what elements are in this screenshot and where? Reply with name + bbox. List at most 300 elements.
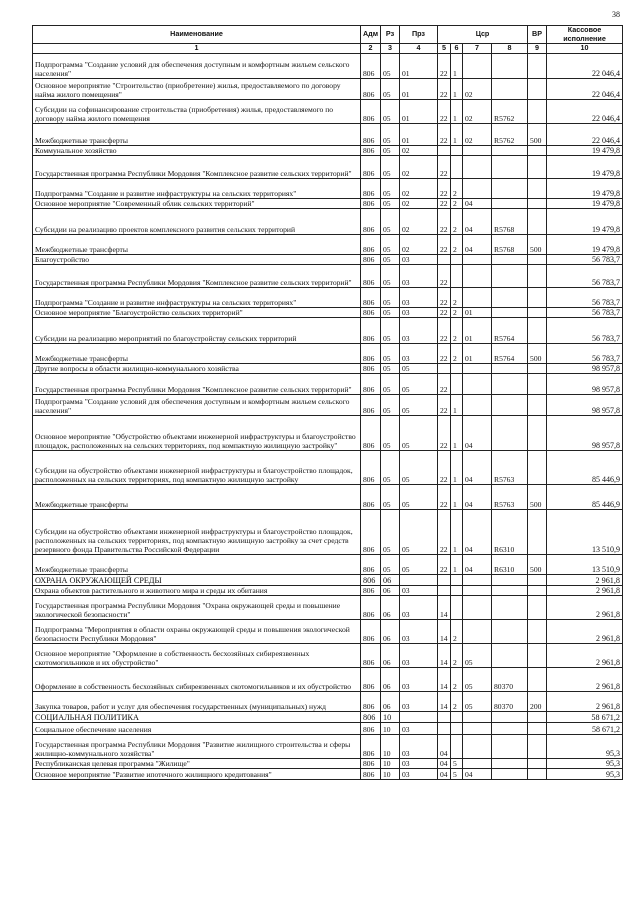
cell-csr-1: 04 [438,759,451,769]
cell-csr-2: 1 [451,451,463,485]
cell-amount: 2 961,8 [547,596,623,620]
cell-csr-2: 5 [451,769,463,780]
cell-adm: 806 [361,451,381,485]
cell-csr-4 [492,723,528,735]
cell-vr [528,364,547,374]
cell-csr-4 [492,759,528,769]
cell-adm: 806 [361,288,381,308]
cell-name: Государственная программа Республики Мордовия "Комплексное развитие сельских территорий" [33,265,361,288]
cell-vr [528,769,547,780]
cell-rz: 05 [381,199,400,209]
cell-csr-3 [463,374,492,395]
cell-csr-1: 22 [438,79,451,100]
cell-prz: 01 [400,79,438,100]
cell-amount: 56 783,7 [547,255,623,265]
cell-vr: 500 [528,344,547,364]
cell-vr [528,586,547,596]
cell-csr-3: 04 [463,199,492,209]
cell-vr: 200 [528,692,547,712]
cell-prz: 02 [400,199,438,209]
cell-name: Подпрограмма "Создание условий для обеспечения доступным и комфортным жильем сельского населения" [33,54,361,79]
cell-amount: 95,3 [547,759,623,769]
table-row [33,712,623,723]
table-row [33,668,623,692]
cell-csr-4 [492,586,528,596]
cell-csr-4 [492,54,528,79]
cell-prz: 05 [400,416,438,451]
cell-name: СОЦИАЛЬНАЯ ПОЛИТИКА [33,712,361,723]
cell-amount: 98 957,8 [547,416,623,451]
cell-csr-1: 14 [438,644,451,668]
cell-csr-1: 04 [438,769,451,780]
cell-csr-3 [463,288,492,308]
cell-rz: 05 [381,510,400,555]
header-vr: ВР [528,26,547,44]
cell-vr [528,255,547,265]
cell-csr-1 [438,712,451,723]
cell-csr-2: 1 [451,555,463,575]
cell-rz: 05 [381,124,400,146]
cell-name: Благоустройство [33,255,361,265]
cell-adm: 806 [361,644,381,668]
cell-csr-1: 22 [438,124,451,146]
cell-csr-1: 22 [438,100,451,124]
cell-name: Другие вопросы в области жилищно-коммунального хозяйства [33,364,361,374]
cell-name: Субсидии на обустройство объектами инженерной инфраструктуры и благоустройство площадок, расположенных на сельских территориях, под компактную жилищную застройку за счет средств резервного фонда Правительства Российской Федерации [33,510,361,555]
cell-name: Государственная программа Республики Мордовия "Развитие жилищного строительства и сферы жилищно-коммунального хозяйства" [33,735,361,759]
cell-csr-2 [451,374,463,395]
cell-adm: 806 [361,308,381,318]
cell-amount: 58 671,2 [547,712,623,723]
cell-vr [528,395,547,416]
cell-prz: 03 [400,596,438,620]
cell-csr-4 [492,416,528,451]
table-row [33,451,623,485]
cell-csr-3 [463,575,492,586]
cell-csr-3 [463,723,492,735]
cell-amount: 19 479,8 [547,146,623,156]
cell-adm: 806 [361,156,381,179]
cell-vr [528,575,547,586]
cell-csr-3: 04 [463,235,492,255]
table-row [33,759,623,769]
cell-amount: 19 479,8 [547,235,623,255]
cell-adm: 806 [361,735,381,759]
cell-amount: 98 957,8 [547,364,623,374]
cell-prz: 05 [400,485,438,510]
cell-prz: 03 [400,759,438,769]
table-row [33,265,623,288]
cell-name: ОХРАНА ОКРУЖАЮЩЕЙ СРЕДЫ [33,575,361,586]
cell-vr [528,209,547,235]
cell-adm: 806 [361,179,381,199]
cell-name: Основное мероприятие "Развитие ипотечного жилищного кредитования" [33,769,361,780]
col-num-1: 1 [33,44,361,54]
cell-csr-4 [492,79,528,100]
cell-csr-2: 1 [451,485,463,510]
table-row [33,692,623,712]
cell-csr-3: 01 [463,318,492,344]
cell-vr: 500 [528,124,547,146]
cell-amount: 2 961,8 [547,692,623,712]
header-amount: Кассовое исполнение [547,26,623,44]
cell-csr-2: 2 [451,308,463,318]
cell-prz: 05 [400,374,438,395]
cell-csr-1 [438,255,451,265]
cell-vr [528,54,547,79]
cell-csr-2: 1 [451,510,463,555]
cell-csr-4: R5762 [492,100,528,124]
cell-adm: 806 [361,374,381,395]
cell-adm: 806 [361,235,381,255]
cell-prz: 03 [400,735,438,759]
cell-csr-3: 04 [463,416,492,451]
cell-name: Основное мероприятие "Строительство (приобретение) жилья, предоставляемого по договору найма жилого помещения" [33,79,361,100]
cell-prz: 03 [400,288,438,308]
cell-csr-3: 01 [463,308,492,318]
table-row [33,199,623,209]
cell-rz: 05 [381,179,400,199]
cell-name: Подпрограмма "Мероприятия в области охраны окружающей среды и повышения экологической безопасности Республики Мордовия" [33,620,361,644]
cell-csr-1: 22 [438,179,451,199]
cell-prz: 03 [400,620,438,644]
table-row [33,209,623,235]
cell-name: Государственная программа Республики Мордовия "Комплексное развитие сельских территорий" [33,374,361,395]
cell-prz: 03 [400,692,438,712]
cell-amount: 19 479,8 [547,199,623,209]
cell-amount: 22 046,4 [547,124,623,146]
cell-vr [528,79,547,100]
cell-adm: 806 [361,318,381,344]
cell-amount: 2 961,8 [547,644,623,668]
table-row [33,416,623,451]
cell-csr-2: 1 [451,124,463,146]
cell-csr-4 [492,265,528,288]
cell-name: Субсидии на реализацию мероприятий по благоустройству сельских территорий [33,318,361,344]
cell-csr-3: 05 [463,668,492,692]
cell-vr [528,596,547,620]
cell-prz: 03 [400,265,438,288]
cell-csr-2: 2 [451,620,463,644]
cell-csr-3 [463,255,492,265]
cell-prz: 05 [400,364,438,374]
cell-csr-2 [451,146,463,156]
cell-adm: 806 [361,364,381,374]
cell-rz: 05 [381,485,400,510]
cell-csr-2: 1 [451,395,463,416]
cell-name: Подпрограмма "Создание условий для обеспечения доступным и комфортным жильем сельского населения" [33,395,361,416]
cell-csr-3: 02 [463,100,492,124]
cell-adm: 806 [361,692,381,712]
cell-name: Оформление в собственность бесхозяйных сибиреязвенных скотомогильников и их обустройство [33,668,361,692]
cell-amount: 56 783,7 [547,288,623,308]
cell-csr-2: 2 [451,344,463,364]
page-number: 38 [612,10,620,19]
cell-prz: 03 [400,723,438,735]
cell-csr-4 [492,374,528,395]
header-csr: Цср [438,26,528,44]
cell-csr-4: R5763 [492,451,528,485]
table-row [33,485,623,510]
cell-amount: 2 961,8 [547,620,623,644]
cell-adm: 806 [361,146,381,156]
cell-adm: 806 [361,199,381,209]
cell-csr-2: 2 [451,318,463,344]
cell-name: Социальное обеспечение населения [33,723,361,735]
table-row [33,308,623,318]
cell-csr-4: R5762 [492,124,528,146]
cell-csr-2: 1 [451,100,463,124]
cell-rz: 05 [381,100,400,124]
cell-csr-3 [463,146,492,156]
cell-prz: 03 [400,769,438,780]
table-row [33,179,623,199]
cell-csr-1: 14 [438,596,451,620]
cell-adm: 806 [361,712,381,723]
cell-adm: 806 [361,575,381,586]
cell-csr-1 [438,586,451,596]
table-row [33,586,623,596]
table-row [33,288,623,308]
cell-csr-1: 22 [438,265,451,288]
cell-amount: 19 479,8 [547,156,623,179]
cell-csr-4 [492,146,528,156]
cell-csr-4: R6310 [492,555,528,575]
cell-rz: 05 [381,54,400,79]
cell-csr-1: 22 [438,308,451,318]
cell-vr [528,735,547,759]
cell-name: Закупка товаров, работ и услуг для обеспечения государственных (муниципальных) нужд [33,692,361,712]
cell-csr-2: 2 [451,209,463,235]
cell-adm: 806 [361,723,381,735]
cell-prz: 02 [400,179,438,199]
cell-amount: 85 446,9 [547,451,623,485]
cell-csr-2: 2 [451,288,463,308]
cell-csr-4: R6310 [492,510,528,555]
table-row [33,395,623,416]
cell-csr-4 [492,288,528,308]
cell-prz: 03 [400,668,438,692]
cell-name: Межбюджетные трансферты [33,344,361,364]
header-rz: Рз [381,26,400,44]
cell-csr-2 [451,364,463,374]
cell-name: Межбюджетные трансферты [33,555,361,575]
cell-amount: 58 671,2 [547,723,623,735]
cell-rz: 10 [381,759,400,769]
cell-csr-2 [451,712,463,723]
cell-rz: 06 [381,620,400,644]
cell-amount: 56 783,7 [547,308,623,318]
cell-csr-4: 80370 [492,668,528,692]
cell-adm: 806 [361,265,381,288]
cell-amount: 2 961,8 [547,575,623,586]
cell-csr-1: 22 [438,374,451,395]
cell-amount: 13 510,9 [547,555,623,575]
cell-vr: 500 [528,555,547,575]
cell-adm: 806 [361,769,381,780]
cell-csr-3: 04 [463,451,492,485]
col-num-4: 4 [400,44,438,54]
cell-csr-2: 2 [451,199,463,209]
cell-csr-2: 2 [451,179,463,199]
cell-csr-2 [451,596,463,620]
cell-prz: 03 [400,308,438,318]
cell-adm: 806 [361,596,381,620]
cell-amount: 19 479,8 [547,179,623,199]
cell-rz: 05 [381,364,400,374]
cell-csr-3 [463,759,492,769]
cell-vr [528,265,547,288]
column-number-row [33,44,623,54]
cell-csr-4 [492,364,528,374]
table-row [33,100,623,124]
cell-csr-4: 80370 [492,692,528,712]
cell-csr-3 [463,735,492,759]
cell-rz: 05 [381,344,400,364]
cell-csr-4 [492,644,528,668]
table-row [33,374,623,395]
cell-csr-4 [492,199,528,209]
cell-prz [400,712,438,723]
cell-csr-2: 2 [451,644,463,668]
table-row [33,79,623,100]
cell-prz: 02 [400,209,438,235]
cell-rz: 05 [381,265,400,288]
cell-csr-1: 04 [438,735,451,759]
cell-amount: 85 446,9 [547,485,623,510]
col-num-10: 10 [547,44,623,54]
cell-csr-3: 04 [463,769,492,780]
cell-csr-3: 04 [463,510,492,555]
cell-csr-1: 22 [438,395,451,416]
cell-adm: 806 [361,586,381,596]
table-row [33,769,623,780]
cell-csr-4 [492,395,528,416]
cell-rz: 05 [381,308,400,318]
cell-adm: 806 [361,209,381,235]
cell-csr-3 [463,395,492,416]
table-row [33,146,623,156]
header-prz: Прз [400,26,438,44]
table-row [33,156,623,179]
table-row [33,124,623,146]
cell-amount: 2 961,8 [547,586,623,596]
cell-csr-2 [451,255,463,265]
cell-csr-2: 2 [451,668,463,692]
col-num-7: 7 [463,44,492,54]
cell-csr-4 [492,769,528,780]
table-row [33,510,623,555]
cell-vr: 500 [528,485,547,510]
cell-csr-4 [492,620,528,644]
cell-rz: 06 [381,596,400,620]
cell-rz: 10 [381,735,400,759]
cell-csr-3 [463,179,492,199]
cell-rz: 05 [381,395,400,416]
cell-adm: 806 [361,416,381,451]
cell-amount: 56 783,7 [547,265,623,288]
cell-csr-1: 22 [438,510,451,555]
cell-csr-1 [438,723,451,735]
cell-name: Республиканская целевая программа "Жилище" [33,759,361,769]
cell-prz: 03 [400,255,438,265]
cell-rz: 05 [381,555,400,575]
cell-amount: 22 046,4 [547,79,623,100]
cell-csr-4 [492,575,528,586]
cell-adm: 806 [361,510,381,555]
cell-rz: 05 [381,209,400,235]
cell-name: Основное мероприятие "Оформление в собственность бесхозяйных сибиреязвенных скотомогильников и их обустройство" [33,644,361,668]
cell-csr-4: R5764 [492,344,528,364]
cell-prz: 05 [400,555,438,575]
cell-prz: 03 [400,586,438,596]
cell-amount: 2 961,8 [547,668,623,692]
cell-rz: 06 [381,586,400,596]
cell-csr-1: 14 [438,692,451,712]
cell-rz: 10 [381,769,400,780]
col-num-3: 3 [381,44,400,54]
cell-adm: 806 [361,79,381,100]
cell-csr-1: 22 [438,416,451,451]
cell-csr-4 [492,308,528,318]
cell-rz: 06 [381,575,400,586]
cell-adm: 806 [361,100,381,124]
cell-prz: 03 [400,644,438,668]
cell-csr-2: 2 [451,692,463,712]
table-row [33,723,623,735]
cell-name: Субсидии на обустройство объектами инженерной инфраструктуры и благоустройство площадок, расположенных на сельских территориях, под компактную жилищную застройку [33,451,361,485]
col-num-2: 2 [361,44,381,54]
cell-prz: 05 [400,510,438,555]
cell-csr-4 [492,735,528,759]
cell-prz: 02 [400,156,438,179]
table-row [33,620,623,644]
cell-name: Охрана объектов растительного и животного мира и среды их обитания [33,586,361,596]
col-num-9: 9 [528,44,547,54]
table-row [33,555,623,575]
cell-vr [528,146,547,156]
header-name: Наименование [33,26,361,44]
cell-prz: 01 [400,54,438,79]
budget-execution-table [32,25,623,780]
cell-rz: 05 [381,235,400,255]
header-adm: Адм [361,26,381,44]
cell-csr-2: 1 [451,79,463,100]
table-row [33,735,623,759]
cell-csr-4: R5768 [492,209,528,235]
cell-adm: 806 [361,620,381,644]
cell-csr-1 [438,575,451,586]
header-row [33,26,623,44]
cell-rz: 06 [381,644,400,668]
cell-csr-1 [438,364,451,374]
col-num-8: 8 [492,44,528,54]
cell-prz: 03 [400,344,438,364]
cell-csr-4: R5763 [492,485,528,510]
cell-csr-2: 5 [451,759,463,769]
cell-csr-4: R5768 [492,235,528,255]
cell-csr-3: 05 [463,644,492,668]
cell-adm: 806 [361,668,381,692]
cell-rz: 05 [381,374,400,395]
cell-csr-1: 22 [438,209,451,235]
cell-csr-1: 22 [438,451,451,485]
cell-csr-3: 01 [463,344,492,364]
cell-csr-1: 22 [438,288,451,308]
cell-adm: 806 [361,255,381,265]
cell-csr-3: 02 [463,79,492,100]
cell-amount: 95,3 [547,735,623,759]
